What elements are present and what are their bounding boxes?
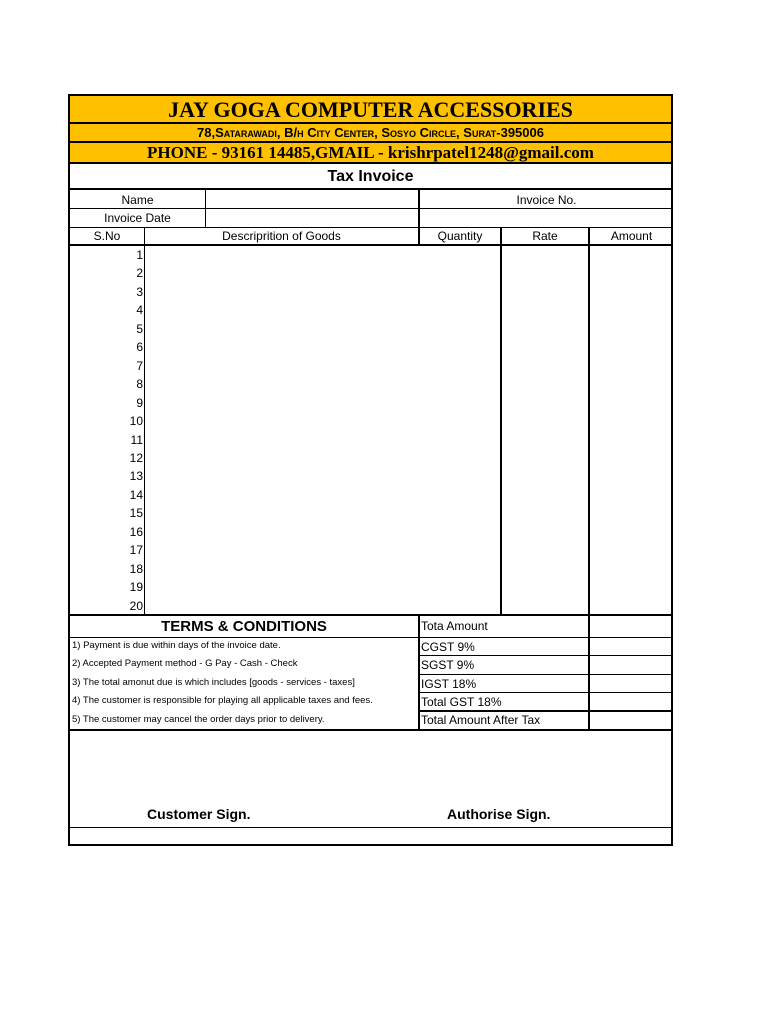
sgst-label: SGST 9% <box>421 658 475 672</box>
terms-title: TERMS & CONDITIONS <box>161 618 327 635</box>
col-rate: Rate <box>532 229 558 243</box>
row-number: 17 <box>129 543 143 558</box>
col-amount: Amount <box>610 229 653 243</box>
term-5: 5) The customer may cancel the order days prior to delivery. <box>72 714 325 725</box>
cgst-label: CGST 9% <box>421 640 475 654</box>
col-sno: S.No <box>93 229 121 243</box>
name-field[interactable] <box>206 191 417 208</box>
row-number: 19 <box>129 580 143 595</box>
term-4: 4) The customer is responsible for playing all applicable taxes and fees. <box>72 695 373 706</box>
company-address: 78,Satarawadi, B/h City Center, Sosyo Circle, Surat-395006 <box>70 124 671 143</box>
row-number: 10 <box>129 414 143 429</box>
row-number: 8 <box>136 377 143 392</box>
term-2: 2) Accepted Payment method - G Pay - Cash - Check <box>72 658 298 669</box>
invoice-no-label: Invoice No. <box>516 193 577 207</box>
invoice-sheet <box>68 94 673 846</box>
row-number: 12 <box>129 450 143 465</box>
row-number: 11 <box>130 432 143 447</box>
row-number: 2 <box>136 266 143 281</box>
row-number: 16 <box>129 524 143 539</box>
company-contact: PHONE - 93161 14485,GMAIL - krishrpatel1248@gmail.com <box>70 143 671 164</box>
row-number: 15 <box>129 506 143 521</box>
col-quantity: Quantity <box>437 229 483 243</box>
row-number: 18 <box>129 561 143 576</box>
invoice-title: Tax Invoice <box>70 164 671 190</box>
row-number: 5 <box>136 321 143 336</box>
invoice-date-label: Invoice Date <box>104 211 171 225</box>
igst-label: IGST 18% <box>421 677 477 691</box>
customer-sign-label: Customer Sign. <box>147 806 251 822</box>
row-number: 6 <box>136 340 143 355</box>
row-number: 9 <box>136 395 143 410</box>
total-after-tax-label: Total Amount After Tax <box>421 713 541 727</box>
name-label: Name <box>121 193 154 207</box>
term-1: 1) Payment is due within days of the invoice date. <box>72 640 281 651</box>
invoice-date-field[interactable] <box>206 209 417 226</box>
total-amount-label: Tota Amount <box>421 619 488 633</box>
term-3: 3) The total amonut due is which includes [goods - services - taxes] <box>72 677 355 688</box>
row-number: 20 <box>129 598 143 613</box>
col-description: Descriprition of Goods <box>222 229 341 243</box>
row-number: 3 <box>136 284 143 299</box>
row-number: 7 <box>136 358 143 373</box>
row-number: 13 <box>129 469 143 484</box>
company-name: JAY GOGA COMPUTER ACCESSORIES <box>70 96 671 124</box>
invoice-no-field[interactable] <box>420 209 673 226</box>
authorise-sign-label: Authorise Sign. <box>447 806 551 822</box>
row-number: 14 <box>129 487 143 502</box>
total-gst-label: Total GST 18% <box>421 695 502 709</box>
row-number: 1 <box>136 248 143 262</box>
row-number: 4 <box>136 303 143 318</box>
